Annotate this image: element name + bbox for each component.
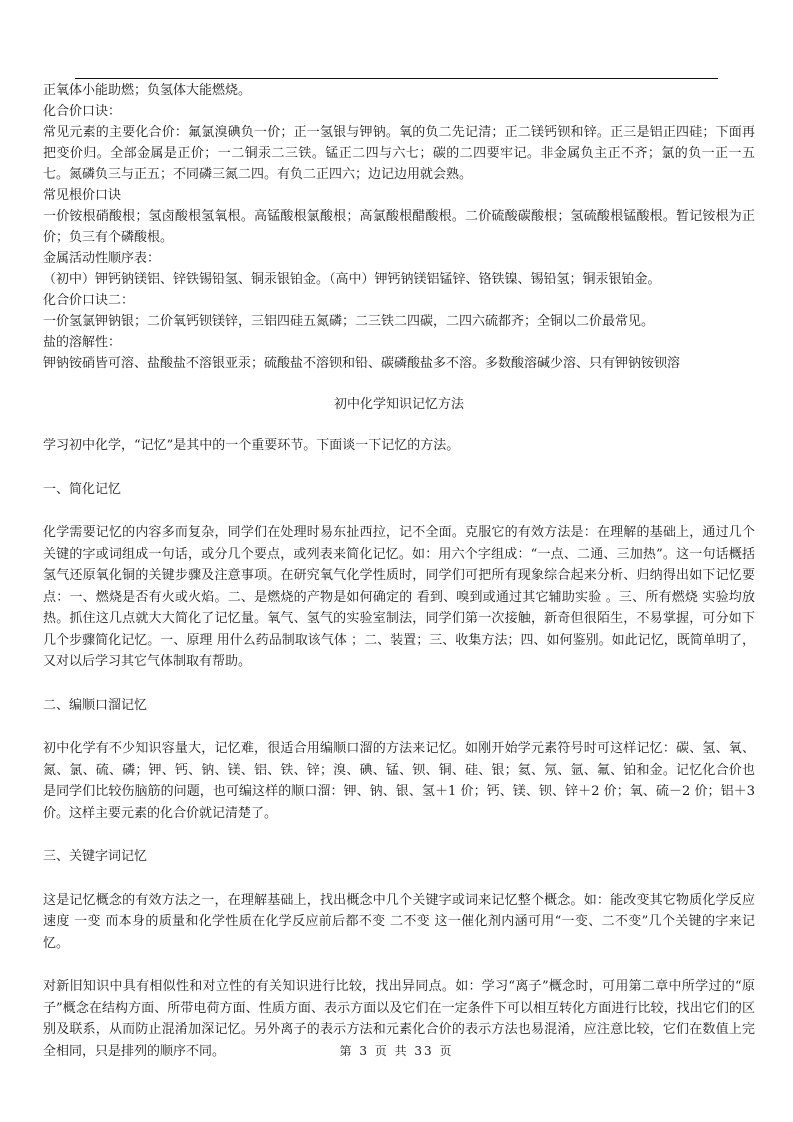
text-line: 一价铵根硝酸根；氢卤酸根氢氧根。高锰酸根氯酸根；高氯酸根醋酸根。二价硫酸碳酸根；氢硫酸根锰酸根。暂记铵根为正价；负三有个磷酸根。	[43, 209, 755, 245]
text-line: 钾钠铵硝皆可溶、盐酸盐不溶银亚汞；硫酸盐不溶钡和铅、碳磷酸盐多不溶。多数酸溶碱少溶、只有钾钠铵钡溶	[43, 356, 681, 371]
section-paragraph: 初中化学有不少知识容量大，记忆难，很适合用编顺口溜的方法来记忆。如刚开始学元素符号时可这样记忆：碳、氢、氧、氮、氯、硫、磷；钾、钙、钠、镁、铝、铁、锌；溴、碘、锰、钡、铜、硅、银；氦、氖、氩、氟、铂和金。记忆化合价也是同学们比较伤脑筋的问题，也可编这样的顺口溜：钾、钠、银、氢＋1 价；钙、镁、钡、锌＋2 价；氧、硫－2 价；铝＋3 价。这样主要元素的化合价就记清楚了。	[43, 741, 755, 821]
section-paragraph: 化学需要记忆的内容多而复杂，同学们在处理时易东扯西拉，记不全面。克服它的有效方法是：在理解的基础上，通过几个关键的字或词组成一句话，或分几个要点，或列表来简化记忆。如：用六个字组成：“一点、二通、三加热”。这一句话概括氢气还原氧化铜的关键步骤及注意事项。在研究氧气化学性质时，同学们可把所有现象综合起来分析、归纳得出如下记忆要点：一、燃烧是否有火或火焰。二、是燃烧的产物是如何确定的 看到、嗅到或通过其它辅助实验 。三、所有燃烧 实验均放热。抓住这几点就大大简化了记忆量。氧气、氢气的实验室制法，同学们第一次接触，新奇但很陌生，不易掌握，可分如下几个步骤简化记忆。一、原理 用什么药品制取该气体 ；二、装置；三、收集方法；四、如何鉴别。如此记忆，既简单明了，又对以后学习其它气体制取有帮助。	[43, 525, 755, 669]
text-line: 一价氢氯钾钠银；二价氧钙钡镁锌，三铝四硅五氮磷；二三铁二四碳，二四六硫都齐；全铜以二价最常见。	[43, 314, 655, 329]
text-line: 常见元素的主要化合价：氟氯溴碘负一价；正一氢银与钾钠。氧的负二先记清；正二镁钙钡和锌。正三是铝正四硅；下面再把变价归。全部金属是正价；一二铜汞二三铁。锰正二四与六七；碳的二四要牢记。非金属负主正不齐；氯的负一正一五七。氮磷负三与正五；不同磷三氮二四。有负二正四六；边记边用就会熟。	[43, 125, 755, 182]
section-heading: 一、简化记忆	[43, 481, 122, 497]
page-content	[43, 80, 755, 1062]
section-label: 化合价口诀：	[43, 104, 122, 119]
section-paragraph: 这是记忆概念的有效方法之一，在理解基础上，找出概念中几个关键字或词来记忆整个概念。如：能改变其它物质化学反应速度 一变 而本身的质量和化学性质在化学反应前后都不变 二不变 这一催化剂内涵可用“一变、二不变”几个关键的字来记忆。	[43, 892, 755, 951]
section-label: 盐的溶解性：	[43, 335, 122, 350]
section-label: 常见根价口诀	[43, 188, 122, 203]
text-line: 正氧体小能助燃；负氢体大能燃烧。	[43, 83, 252, 98]
header-rule	[75, 78, 718, 79]
section-label: 化合价口诀二：	[43, 293, 135, 308]
section-heading: 二、编顺口溜记忆	[43, 697, 148, 713]
section-label: 金属活动性顺序表：	[43, 251, 161, 266]
page-number: 第 3 页 共 33 页	[339, 1044, 454, 1058]
text-line: （初中）钾钙钠镁铝、锌铁锡铅氢、铜汞银铂金。（高中）钾钙钠镁铝锰锌、铬铁镍、锡铅氢；铜汞银铂金。	[43, 272, 661, 287]
article-title: 初中化学知识记忆方法	[333, 397, 464, 412]
section-paragraph: 对新旧知识中具有相似性和对立性的有关知识进行比较，找出异同点。如：学习“离子”概念时，可用第二章中所学过的“原子”概念在结构方面、所带电荷方面、性质方面、表示方面以及它们在一定条件下可以相互转化方面进行比较，找出它们的区别及联系，从而防止混淆加深记忆。另外离子的表示方法和元素化合价的表示方法也易混淆，应注意比较，它们在数值上完全相同，只是排列的顺序不同。	[43, 979, 755, 1059]
article-intro: 学习初中化学，“记忆”是其中的一个重要环节。下面谈一下记忆的方法。	[43, 438, 460, 453]
section-heading: 三、关键字词记忆	[43, 849, 148, 864]
